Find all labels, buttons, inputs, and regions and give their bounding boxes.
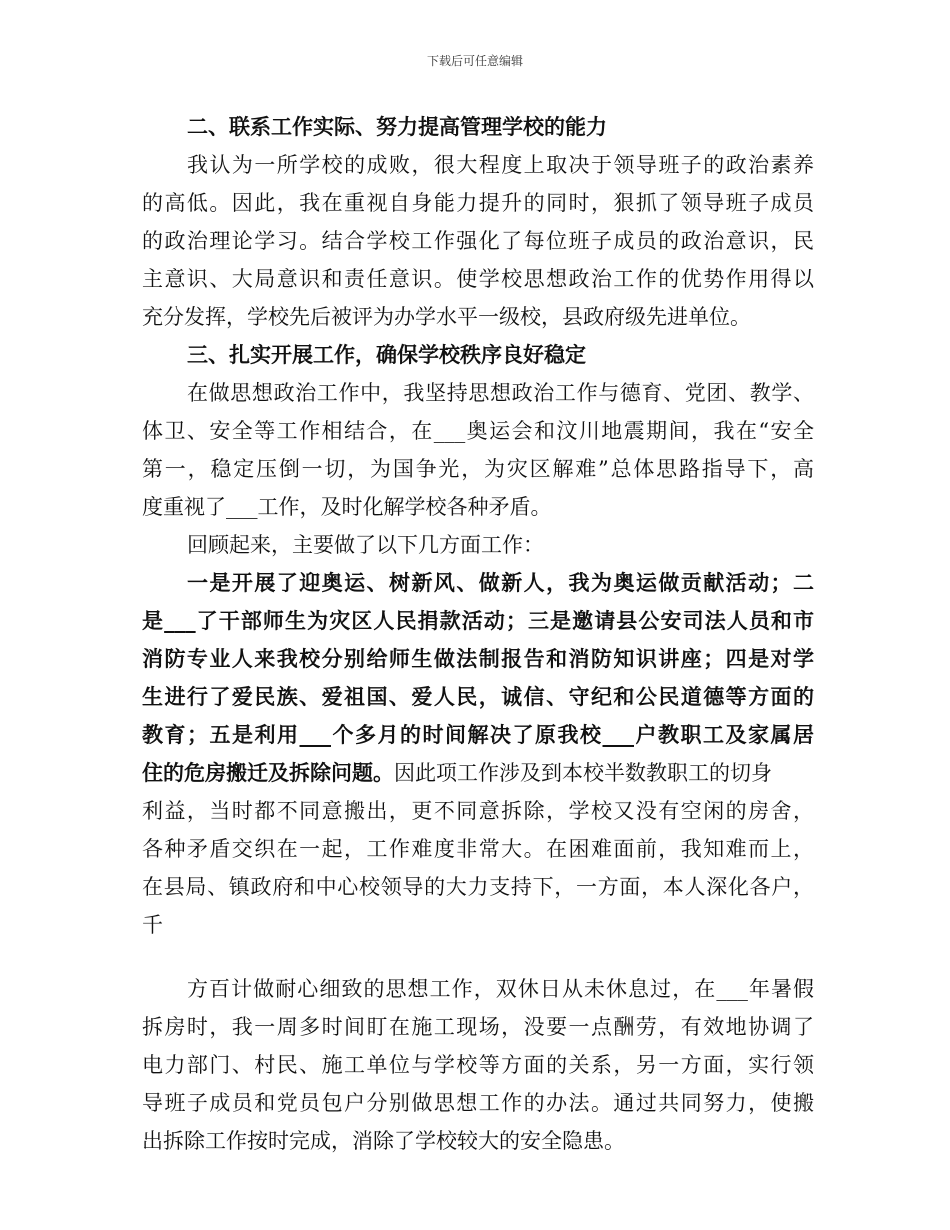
text-line [142, 450, 814, 488]
bold-text: 一是开展了迎奥运、树新风、做新人，我为奥运做贡献活动；二 [187, 570, 814, 595]
page-header: 下载后可任意编辑 [426, 54, 523, 68]
text-line [142, 298, 814, 336]
bold-text: 教育；五是利用___个多月的时间解决了原我校___户教职工及家属居 [142, 722, 814, 747]
text-line [142, 488, 814, 526]
text-line [142, 792, 814, 830]
bold-text: 是___了干部师生为灾区人民捐款活动；三是邀请县公安司法人员和市 [142, 608, 814, 633]
text-line [142, 1008, 814, 1046]
body-text: 回顾起来，主要做了以下几方面工作： [187, 533, 544, 557]
body-text: 在县局、镇政府和中心校领导的大力支持下，一方面，本人深化各户， [142, 875, 814, 899]
body-text: 方百计做耐心细致的思想工作，双休日从未休息过，在___年暑假 [187, 977, 814, 1001]
text-line [142, 754, 814, 792]
text-line [142, 1046, 814, 1084]
bold-text: 消防专业人来我校分别给师生做法制报告和消防知识讲座；四是对学 [142, 646, 814, 671]
document-body [142, 108, 814, 1160]
text-line [142, 564, 814, 602]
text-line [142, 526, 814, 564]
body-text: 充分发挥，学校先后被评为办学水平一级校，县政府级先进单位。 [142, 305, 751, 329]
body-text: 的政治理论学习。结合学校工作强化了每位班子成员的政治意识，民 [142, 229, 814, 253]
body-text: 各种矛盾交织在一起，工作难度非常大。在困难面前，我知难而上， [142, 837, 814, 861]
body-text: 体卫、安全等工作相结合，在___奥运会和汶川地震期间，我在“安全 [142, 419, 814, 443]
bold-text: 三、扎实开展工作，确保学校秩序良好稳定 [187, 342, 586, 367]
bold-text: 生进行了爱民族、爱祖国、爱人民，诚信、守纪和公民道德等方面的 [142, 684, 814, 709]
body-text: 拆房时，我一周多时间盯在施工现场，没要一点酬劳，有效地协调了 [142, 1015, 814, 1039]
body-text: 利益，当时都不同意搬出，更不同意拆除，学校又没有空闲的房舍， [142, 799, 814, 823]
text-line [142, 1122, 814, 1160]
text-line [142, 108, 814, 146]
body-text: 在做思想政治工作中，我坚持思想政治工作与德育、党团、教学、 [187, 381, 814, 405]
bold-text: 住的危房搬迁及拆除问题。 [142, 760, 394, 785]
body-text: 千 [142, 913, 163, 937]
text-line [142, 260, 814, 298]
body-text: 因此项工作涉及到本校半数教职工的切身 [394, 761, 772, 785]
body-text: 导班子成员和党员包户分别做思想工作的办法。通过共同努力，使搬 [142, 1091, 814, 1115]
text-line [142, 678, 814, 716]
text-line [142, 970, 814, 1008]
bold-text: 二、联系工作实际、努力提高管理学校的能力 [187, 114, 607, 139]
text-line [142, 374, 814, 412]
text-line [142, 1084, 814, 1122]
text-line [142, 184, 814, 222]
text-line [142, 906, 814, 944]
body-text: 主意识、大局意识和责任意识。使学校思想政治工作的优势作用得以 [142, 267, 814, 291]
body-text: 的高低。因此，我在重视自身能力提升的同时，狠抓了领导班子成员 [142, 191, 814, 215]
text-line [142, 868, 814, 906]
text-line [142, 336, 814, 374]
text-line [142, 412, 814, 450]
body-text: 第一，稳定压倒一切，为国争光，为灾区解难”总体思路指导下，高 [142, 457, 814, 481]
body-text: 出拆除工作按时完成，消除了学校较大的安全隐患。 [142, 1129, 625, 1153]
page-break-gap [142, 944, 814, 970]
body-text: 我认为一所学校的成败，很大程度上取决于领导班子的政治素养 [187, 153, 814, 177]
text-line [142, 146, 814, 184]
text-line [142, 716, 814, 754]
text-line [142, 830, 814, 868]
text-line [142, 222, 814, 260]
text-line [142, 640, 814, 678]
text-line [142, 602, 814, 640]
body-text: 电力部门、村民、施工单位与学校等方面的关系，另一方面，实行领 [142, 1053, 814, 1077]
body-text: 度重视了___工作，及时化解学校各种矛盾。 [142, 495, 552, 519]
